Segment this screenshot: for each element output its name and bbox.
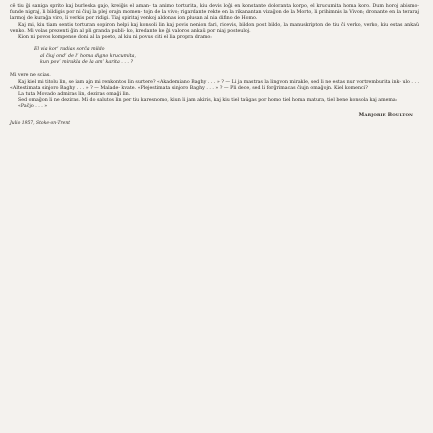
dateline: Julio 1957, Stoke-on-Trent — [10, 120, 71, 126]
poem-line: kun pov’ mirakla de la am’ karita . . . ? — [40, 60, 133, 66]
paragraph-opening: cê tiu ĝi saniga sprito kaj burleska gajo, kreiĝis el aman- ta animo torturita, kiu devis loĝi en konstante doloranta korpo, el krucumita homa koro. Dum horoj abismo- funde nigraj, li bildigis por ni ĉiuj la plej orajn momen- tojn de la vivo; rigardante rekte en la rikanantan vizaĝon de la Morto, li prihimnis la Vivon; dronante en la teraraj larmoj de kuraĝa viro, li verkis por ridigi. Tiaj spiritaj venkoj aldonas ion plusan al nia difino de Homo. — [10, 4, 419, 22]
poem-line: El via kor’ radias sorĉa mildo — [34, 47, 105, 53]
paragraph-admiration: La tuta Movado admiras lin, deziras omaĝi lin. — [18, 92, 131, 98]
signature-row — [10, 112, 419, 118]
paragraph-question: Kion ni povos kompense doni al la poeto, al kiu ni povus citi el lia propra dramo: — [18, 35, 212, 41]
paragraph-pacjo: «Paĉjo . . . » — [18, 104, 48, 110]
paragraph-manuscript: Kaj mi, kiu tiam sentis torturan sopiron helpi kaj konsoli lin kaj povis nenion fari, ricevis, bildon post bildo, la manuskripton de tiu ĉi verko, verko, kiu estas ankaŭ venko. Mi volas prezenti ĝin al pli granda publi- ko, kredante ke ĝi valoros ankaŭ por niaj posteuloj. — [10, 22, 419, 34]
paragraph-greeting: Sed omaĝon li ne deziras. Mi do salutos lin per tiu karesnomo, kiun li jam akiris, kaj kiu tiel taŭgas por homo tiel homa maturа, tiel bene konsola kaj amema: — [18, 98, 398, 104]
paragraph-title-question: Kaj kiel mi titolu lin, se iam ajn mi renkontos lin surtere? «Akademiano Baghy . . . » ? — Li ja mastras la lingvon mirakle, sed li ne estas nur vortremburita ink- ulo . . . «Altestimata sinjoro Baghy . . . » ? — Malade- kvate. «Plejestimata sinjoro Baghy . . . » ? — Pli dece, sed li forĝrimacas ĉiujn omaĝojn. Kiel komenci? — [10, 79, 419, 91]
signature: Marjorie Boulton — [358, 111, 413, 118]
poem-line: al ĉiuj ond’ de l’ homa digno krucumita, — [40, 53, 136, 59]
poem-quote — [34, 47, 419, 66]
paragraph-short: Mi vere ne scias. — [10, 73, 51, 79]
